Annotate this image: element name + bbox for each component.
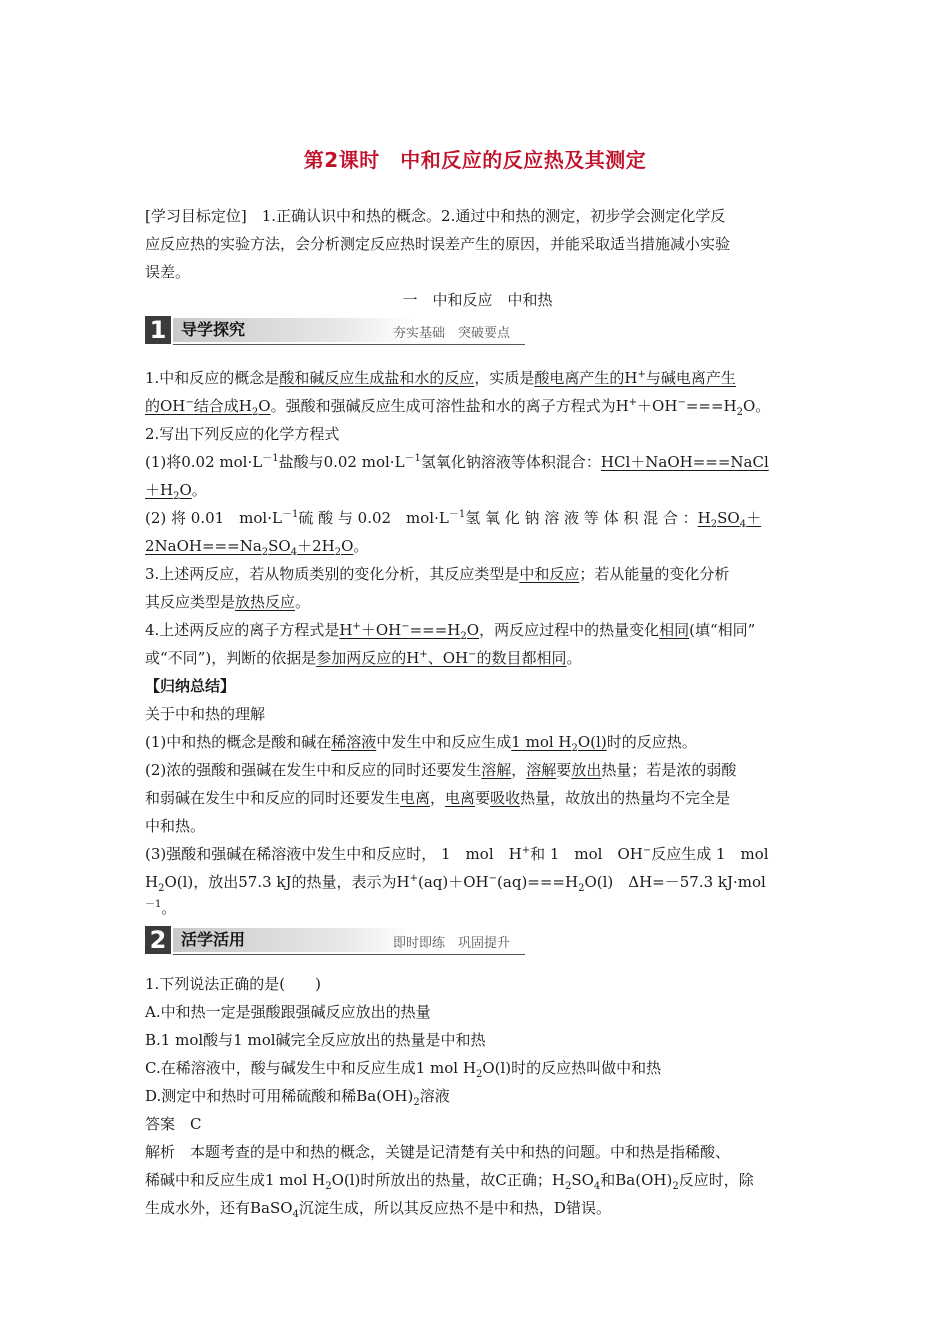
banner-number: 1 (145, 316, 171, 344)
summary-item-2-line-1: (2)浓的强酸和强碱在发生中和反应的同时还要发生溶解，溶解要放出热量；若是浓的弱酸 (145, 761, 737, 779)
explore-item-4-line-2: 或“不同”)，判断的依据是参加两反应的H+、OH−的数目都相同。 (145, 649, 582, 667)
banner-practice (145, 926, 525, 954)
summary-item-3-line-2: $H_2O(l)$，放出57.3 kJ的热量，表示为$H^+(aq)+OH^-(aq)===H_2O(l)$ ΔH=－57.3 kJ·mol (145, 873, 766, 894)
option-c: C.在稀溶液中，酸与碱发生中和反应生成1 mol $H_2O(l)$时的反应热叫做中和热 (145, 1059, 662, 1080)
summary-item-2-line-3: 中和热。 (145, 817, 206, 835)
banner-explore (145, 316, 525, 344)
summary-intro: 关于中和热的理解 (145, 705, 266, 723)
explore-item-2: 2.写出下列反应的化学方程式 (145, 425, 340, 443)
summary-item-3-line-3: $^{-1}$。 (145, 899, 177, 917)
banner-number: 2 (145, 926, 171, 954)
summary-item-2-line-2: 和弱碱在发生中和反应的同时还要发生电离，电离要吸收热量，故放出的热量均不完全是 (145, 789, 731, 807)
explore-item-2-2-line-2: $2NaOH===Na_2SO_4+2H_2O$。 (145, 537, 369, 558)
objective-text: 1.正确认识中和热的概念。2.通过中和热的测定，初步学会测定化学反 (261, 207, 726, 225)
explore-item-1-line-1: 1.中和反应的概念是酸和碱反应生成盐和水的反应，实质是酸电离产生的H+与碱电离产生 (145, 369, 736, 387)
page-title: 第2课时 中和反应的反应热及其测定 (303, 148, 647, 172)
explore-item-3-line-1: 3.上述两反应，若从物质类别的变化分析，其反应类型是中和反应；若从能量的变化分析 (145, 565, 730, 583)
banner-title: 活学活用 (181, 930, 246, 949)
explanation-line-3: 生成水外，还有BaSO$_4$沉淀生成，所以其反应热不是中和热，D错误。 (145, 1199, 611, 1220)
option-a: A.中和热一定是强酸跟强碱反应放出的热量 (145, 1003, 431, 1021)
question-stem: 1.下列说法正确的是( ) (145, 975, 322, 993)
explore-item-2-1-line-1: (1)将0.02 $mol\cdot L^{-1}$盐酸与0.02 $mol\cdot L^{-1}$氢氧化钠溶液等体积混合：HCl＋NaOH===NaCl (145, 453, 769, 471)
banner-subtitle: 即时即练 巩固提升 (393, 936, 511, 951)
explanation-line-1: 解析 本题考查的是中和热的概念，关键是记清楚有关中和热的问题。中和热是指稀酸、 (145, 1143, 731, 1161)
objective-line-3: 误差。 (145, 263, 191, 281)
banner-rule (173, 344, 525, 345)
banner-title: 导学探究 (181, 320, 246, 339)
objective-label: [学习目标定位] (145, 207, 247, 225)
summary-label: 【归纳总结】 (145, 677, 236, 695)
objective-line-1 (145, 202, 810, 230)
banner-rule (173, 954, 525, 955)
explanation-line-2: 稀碱中和反应生成1 mol $H_2O(l)$时所放出的热量，故C正确；$H_2SO_4$和$Ba(OH)_2$反应时，除 (145, 1171, 754, 1192)
section-heading: 一 中和反应 中和热 (402, 291, 553, 309)
summary-item-1: (1)中和热的概念是酸和碱在稀溶液中发生中和反应生成1 mol $H_2O(l)$时的反应热。 (145, 733, 697, 754)
option-d: D.测定中和热时可用稀硫酸和稀$Ba(OH)_2$溶液 (145, 1087, 450, 1108)
objective-line-2: 应反应热的实验方法，会分析测定反应热时误差产生的原因，并能采取适当措施减小实验 (145, 235, 731, 253)
explore-item-3-line-2: 其反应类型是放热反应。 (145, 593, 311, 611)
option-b: B.1 mol酸与1 mol碱完全反应放出的热量是中和热 (145, 1031, 486, 1049)
summary-item-3-line-1: (3)强酸和强碱在稀溶液中发生中和反应时， 1 mol H+和 1 mol OH−反应生成 1 mol (145, 845, 769, 863)
banner-subtitle: 夯实基础 突破要点 (393, 326, 511, 341)
explore-item-2-1-line-2: $+H_2O$。 (145, 481, 207, 502)
explore-item-2-2-line-1: (2) 将 0.01 $mol\cdot L^{-1}$硫 酸 与 0.02 $mol\cdot L^{-1}$氢 氧 化 钠 溶 液 等 体 积 混 合 ：$H_2SO_4+$ (145, 509, 762, 530)
explore-item-4-line-1: 4.上述两反应的离子方程式是$H^++OH^-===H_2O$，两反应过程中的热量变化相同(填“相同” (145, 621, 756, 642)
explore-item-1-line-2: 的OH−结合成$H_2O$。强酸和强碱反应生成可溶性盐和水的离子方程式为$H^++OH^-===H_2O$。 (145, 397, 771, 418)
answer: 答案 C (145, 1115, 202, 1133)
